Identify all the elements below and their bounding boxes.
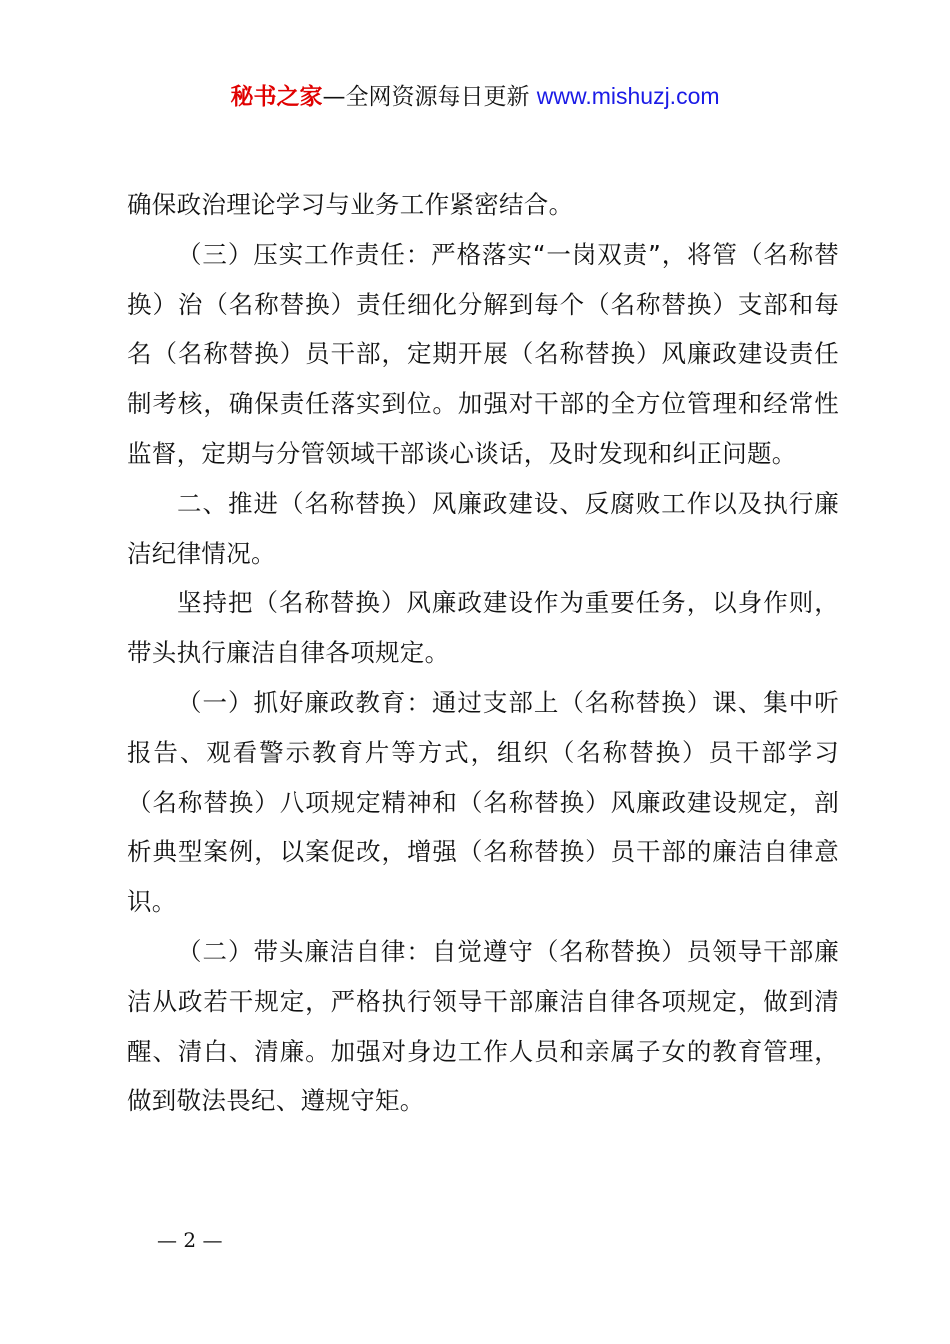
banner-tagline: —全网资源每日更新 xyxy=(322,84,537,110)
paragraph-section-three: （三）压实工作责任：严格落实“一岗双责”，将管（名称替换）治（名称替换）责任细化分解到每个（名称替换）支部和每名（名称替换）员干部，定期开展（名称替换）风廉政建设责任制考核，确保责任落实到位。加强对干部的全方位管理和经常性监督，定期与分管领域干部谈心谈话，及时发现和纠正问题。 xyxy=(127,239,839,468)
banner-site-url[interactable]: www.mishuzj.com xyxy=(536,83,720,109)
paragraph-item-one: （一）抓好廉政教育：通过支部上（名称替换）课、集中听报告、观看警示教育片等方式，组织（名称替换）员干部学习（名称替换）八项规定精神和（名称替换）风廉政建设规定，剖析典型案例，以案促改，增强（名称替换）员干部的廉洁自律意识。 xyxy=(127,687,839,917)
site-banner xyxy=(0,80,950,113)
page-number: — 2 — xyxy=(157,1228,223,1252)
paragraph-intro: 坚持把（名称替换）风廉政建设作为重要任务，以身作则，带头执行廉洁自律各项规定。 xyxy=(127,588,839,668)
banner-brand: 秘书之家 xyxy=(230,84,323,110)
paragraph-continuation: 确保政治理论学习与业务工作紧密结合。 xyxy=(127,190,574,219)
document-body xyxy=(127,180,839,1126)
heading-section-two: 二、推进（名称替换）风廉政建设、反腐败工作以及执行廉洁纪律情况。 xyxy=(127,488,839,568)
paragraph-item-two: （二）带头廉洁自律：自觉遵守（名称替换）员领导干部廉洁从政若干规定，严格执行领导干部廉洁自律各项规定，做到清醒、清白、清廉。加强对身边工作人员和亲属子女的教育管理，做到敬法畏纪、遵规守矩。 xyxy=(127,936,839,1116)
